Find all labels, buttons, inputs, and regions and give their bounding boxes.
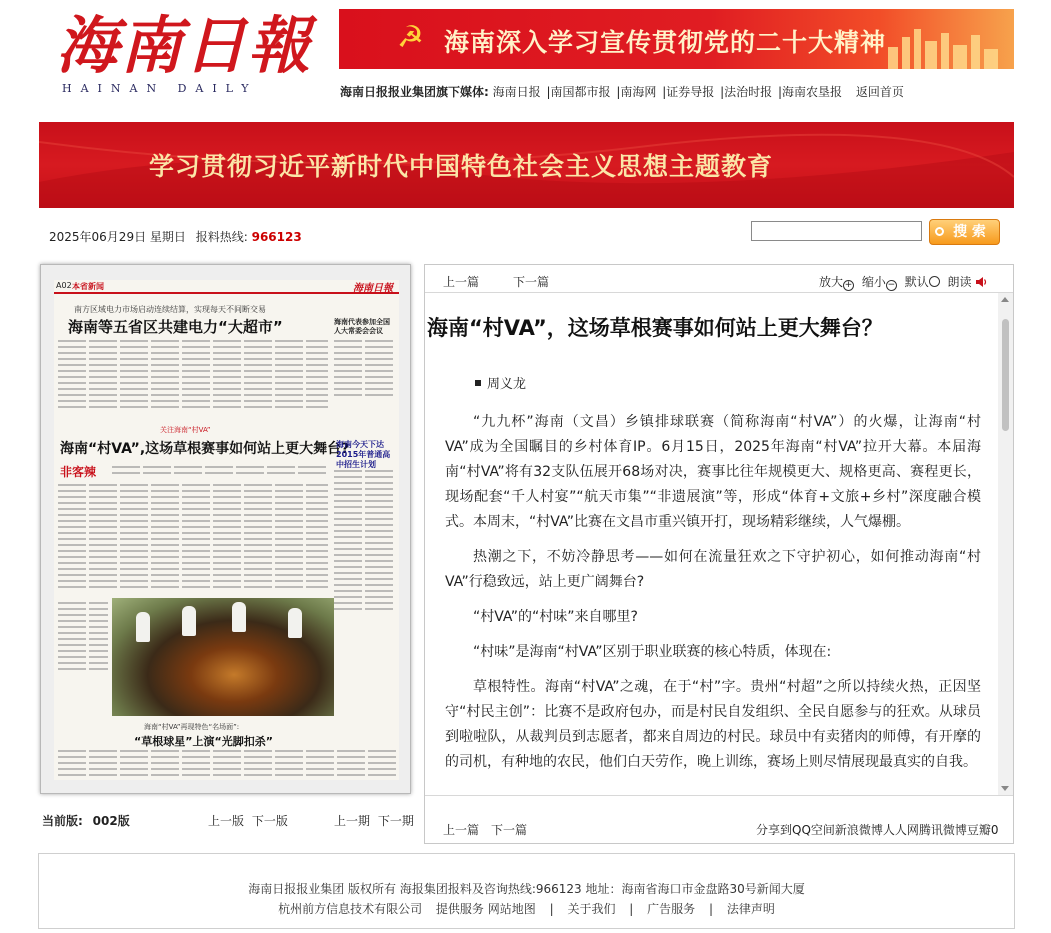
info-bar [49,228,302,245]
text-line [334,560,396,562]
next-article-link-bottom[interactable]: 下一篇 [491,823,528,837]
article-paragraph: 草根特性。海南“村VA”之魂，在于“村”字。贵州“村超”之所以持续火热，正因坚守“村民主创”：比赛不是政府包办，而是村民自发组织、全民自愿参与的狂欢。从球员到啦啦队，从裁判员到志愿者，都来自周边的村民。球员中有卖猪肉的师傅，有开摩的的司机，有种地的农民，他们白天劳作，晚上训练，赛场上则尽情展现最真实的自我。 [445,679,981,770]
footer-separator: | [549,902,554,916]
hotline-number: 966123 [251,230,302,244]
page-section-name: 本省新闻 [72,282,104,291]
text-line [334,584,396,586]
text-line [58,358,328,360]
zoom-in-label: 放大 [819,275,844,289]
plus-icon: + [844,280,853,290]
media-link-hnrb[interactable]: 海南日报 [492,85,541,99]
article-author [475,373,526,392]
footer-link-sitemap[interactable]: 提供服务 网站地图 [435,902,536,916]
text-line [58,376,328,378]
text-line [58,364,328,366]
text-line [334,488,396,490]
text-line [58,514,328,516]
text-line [58,750,396,752]
issue-pager [334,812,414,829]
media-link-ngdsb[interactable]: |南国都市报 [546,85,611,99]
text-line [58,406,328,408]
footer-links [39,900,1014,917]
text-line [58,544,328,546]
text-line [58,556,328,558]
text-line [58,608,108,610]
text-line [58,526,328,528]
newspaper-page-preview[interactable] [40,264,411,794]
text-line [58,340,328,342]
page-header-strip [54,280,399,294]
home-link[interactable]: 返回首页 [855,85,904,99]
top-banner-text: 海南深入学习宣传贯彻党的二十大精神 [444,28,887,57]
read-aloud-button[interactable] [948,275,988,289]
page-logo: 海南日報 [353,283,393,294]
current-edition-value: 002版 [92,814,130,828]
text-line [58,352,328,354]
next-article-link[interactable]: 下一篇 [513,275,550,289]
text-line [334,394,396,396]
main-banner[interactable] [39,122,1014,208]
article-paragraph: “村VA”的“村味”来自哪里? [473,609,638,625]
scroll-down-arrow-icon[interactable] [1001,786,1009,791]
text-line [58,508,328,510]
default-size-label: 默认 [904,275,929,289]
prev-article-link-bottom[interactable]: 上一篇 [443,823,480,837]
page-headline-barefoot[interactable]: “草根球星”上演“光脚扣杀” [134,735,273,748]
text-line [58,346,328,348]
article-footer [425,796,1013,844]
text-line [334,548,396,550]
text-line [58,484,328,486]
footer-link-provider[interactable]: 杭州前方信息技术有限公司 [278,902,423,916]
logo-subtitle: HAINAN DAILY [62,82,258,95]
article-title: 海南“村VA”，这场草根赛事如何站上更大舞台？ [427,316,883,340]
zoom-out-button[interactable] [862,275,901,289]
copyright-line: 海南日报报业集团 版权所有 海报集团报料及咨询热线:966123 地址：海南省海口市金盘路30号新闻大厦 [248,882,805,896]
text-line [334,470,396,472]
text-line [112,472,328,474]
text-line [58,388,328,390]
text-line [58,620,108,622]
text-line [334,554,396,556]
section-tag: 关注海南“村VA” [160,426,211,434]
text-line [58,768,396,770]
minus-icon: − [887,280,896,290]
text-line [334,596,396,598]
prev-article-link[interactable]: 上一篇 [443,275,480,289]
text-line [58,668,108,670]
cooking-photo[interactable] [112,598,334,716]
text-line [58,756,396,758]
text-line [334,578,396,580]
newspaper-page-image[interactable] [54,280,399,780]
text-line [58,638,108,640]
media-link-hnnkb[interactable]: |海南农垦报 [777,85,843,99]
scroll-up-arrow-icon[interactable] [1001,297,1009,302]
text-line [334,382,396,384]
text-line [334,476,396,478]
logo-text: 海南日報 [56,9,313,82]
text-line [334,388,396,390]
column-badge: 非客辣 [60,465,97,479]
text-line [58,532,328,534]
page-subheadline: 南方区域电力市场启动连续结算，实现每天不间断交易 [74,305,266,314]
current-date: 2025年06月29日 星期日 [49,230,186,244]
text-line [112,466,328,468]
article-scrollbar[interactable] [998,293,1013,795]
text-line [58,562,328,564]
chef-figure [232,602,246,632]
text-line [58,662,108,664]
skyline-icon [884,25,1004,69]
text-line [334,494,396,496]
zoom-out-label: 缩小 [861,275,886,289]
article-content[interactable] [425,293,1013,795]
article-panel [424,264,1014,844]
text-line [334,566,396,568]
text-line [58,574,328,576]
article-paragraph: “九九杯”海南（文昌）乡镇排球联赛（简称海南“村VA”）的火爆，让海南“村VA”成为全国瞩目的乡村体育IP。6月15日，2025年海南“村VA”拉开大幕。本届海南“村VA”将有32支队伍展开68场对决，赛事比往年规模更大、规格更高、赛程更长，现场配套“千人村宴”“航天市集”“非遗展演”等，形成“体育+文旅+乡村”深度融合模式。本周末，“村VA”比赛在文昌市重兴镇开打，现场精彩继续，人气爆棚。 [445,414,981,530]
text-line [58,496,328,498]
article-paragraph: 热潮之下，不妨冷静思考——如何在流量狂欢之下守护初心，如何推动海南“村VA”行稳致远，站上更广阔舞台? [445,549,981,590]
footer-separator: | [629,902,634,916]
header [38,0,1014,110]
chef-figure [288,608,302,638]
text-line [58,644,108,646]
text-line [58,568,328,570]
prev-issue-link[interactable]: 上一期 [334,814,371,828]
text-line [58,774,396,776]
side-headline-npc[interactable]: 海南代表参加全国人大常委会会议 [334,318,390,335]
search-button[interactable] [929,219,1000,245]
text-line [334,370,396,372]
text-line [334,500,396,502]
share-links[interactable]: 分享到QQ空间新浪微博人人网腾讯微博豆瓣0 [756,823,999,837]
media-link-fzsb[interactable]: |法治时报 [720,85,773,99]
bullet-icon [475,380,481,386]
text-line [58,650,108,652]
footer-separator: | [709,902,714,916]
media-label: 海南日报报业集团旗下媒体: [340,85,489,99]
text-line [58,550,328,552]
default-size-button[interactable] [905,275,944,289]
speaker-icon [975,276,987,288]
text-line [334,358,396,360]
text-line [58,502,328,504]
site-footer [38,853,1015,929]
text-line [334,518,396,520]
text-line [334,536,396,538]
media-link-nhw[interactable]: |南海网 [616,85,657,99]
author-name: 周义龙 [487,377,527,392]
text-line [58,656,108,658]
hotline-label: 报料热线: [195,230,248,244]
text-line [58,520,328,522]
page-number: A02 [56,281,72,290]
text-line [334,364,396,366]
top-banner[interactable] [339,9,1014,69]
text-line [58,580,328,582]
text-line [58,400,328,402]
media-link-zqdb[interactable]: |证券导报 [662,85,715,99]
zoom-in-button[interactable] [819,275,858,289]
font-controls [819,273,987,291]
text-line [58,490,328,492]
text-line [334,340,396,342]
text-line [58,602,108,604]
text-line [58,370,328,372]
site-logo[interactable] [56,6,326,106]
article-paragraph: “村味”是海南“村VA”区别于职业联赛的核心特质，体现在: [473,644,832,660]
next-edition-link[interactable]: 下一版 [251,814,288,828]
footer-link-about[interactable]: 关于我们 [567,902,616,916]
footer-link-ads[interactable]: 广告服务 [647,902,696,916]
text-line [334,482,396,484]
article-body [445,410,981,785]
text-line [58,394,328,396]
edition-pager [208,812,288,829]
text-line [58,632,108,634]
current-edition-label: 当前版: [42,814,83,828]
prev-edition-link[interactable]: 上一版 [208,814,245,828]
main-banner-text: 学习贯彻习近平新时代中国特色社会主义思想主题教育 [149,152,774,181]
page-headline-cunva[interactable]: 海南“村VA”,这场草根赛事如何站上更大舞台? [60,441,350,457]
edition-nav [42,812,414,829]
text-line [334,512,396,514]
text-line [58,382,328,384]
text-line [334,602,396,604]
text-line [58,762,396,764]
page-headline-electricity[interactable]: 海南等五省区共建电力“大超市” [68,318,283,336]
circle-icon [929,276,940,287]
text-line [334,376,396,378]
chef-figure [182,606,196,636]
footer-link-legal[interactable]: 法律声明 [726,902,775,916]
read-aloud-label: 朗读 [947,275,972,289]
text-line [334,608,396,610]
text-line [58,626,108,628]
text-line [334,542,396,544]
photo-caption: 海南“村VA”再现特色“名场面”: [144,723,240,731]
search-icon [935,227,944,236]
search-button-label: 搜 索 [953,224,986,240]
text-line [58,538,328,540]
party-emblem-icon: ☭ [397,20,424,55]
article-toolbar [425,265,1013,292]
chef-figure [136,612,150,642]
text-line [334,572,396,574]
side-headline-enrollment[interactable]: 海南今天下达2015年普通高中招生计划 [336,440,391,469]
media-links [340,83,906,100]
scrollbar-thumb[interactable] [1002,319,1009,431]
text-line [334,346,396,348]
text-line [334,530,396,532]
text-line [58,614,108,616]
text-line [58,586,328,588]
text-line [334,524,396,526]
text-line [334,590,396,592]
next-issue-link[interactable]: 下一期 [377,814,414,828]
search-input[interactable] [751,221,922,241]
text-line [334,506,396,508]
text-line [334,352,396,354]
